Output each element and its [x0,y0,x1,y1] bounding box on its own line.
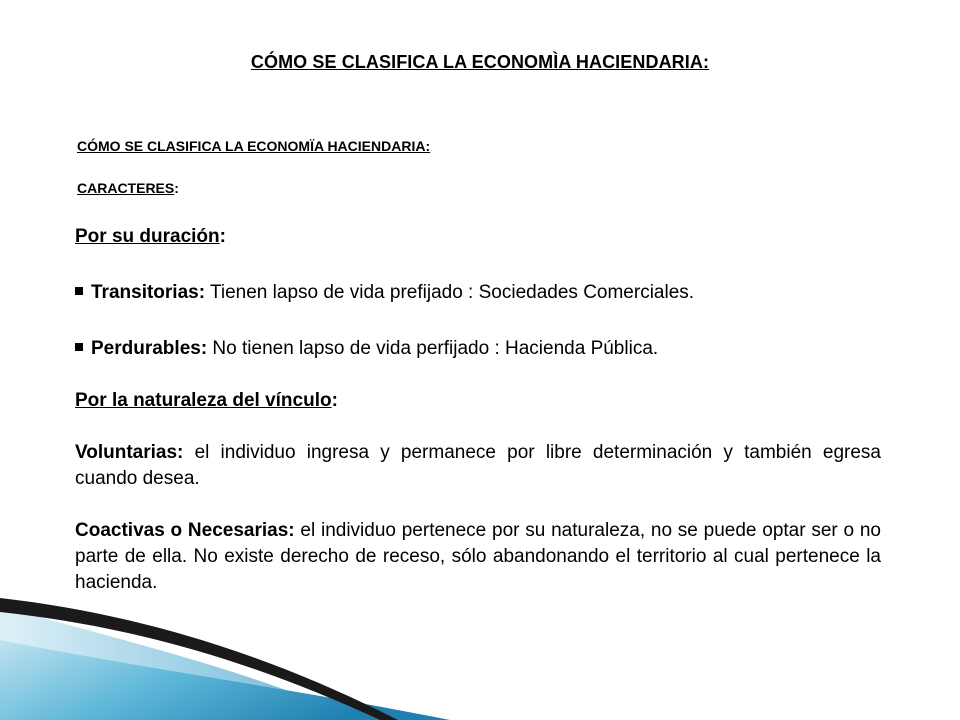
square-bullet-icon [75,287,83,295]
bullet-term: Transitorias: [91,282,206,303]
bullet-term: Perdurables: [91,338,208,359]
bullet-transitorias [75,280,881,306]
slide-title: CÓMO SE CLASIFICA LA ECONOMÌA HACIENDARIA: [250,52,710,72]
square-bullet-icon [75,343,83,351]
bullet-transitorias-body [91,280,694,306]
slide-content [75,224,881,596]
bullet-text: Tienen lapso de vida prefijado : Sociedades Comerciales. [205,282,695,303]
duracion-heading-colon: : [219,226,226,247]
caracteres-colon: : [174,180,179,196]
coactivas-text: el individuo pertenece por su naturaleza, no se puede optar ser o no parte de ella. No existe derecho de receso, sólo abandonando el territorio al cual pertenece la hacienda. [75,520,882,593]
vinculo-heading-colon: : [331,390,338,411]
bullet-perdurables-body [91,336,658,362]
bullet-perdurables [75,336,881,362]
caracteres-text: CARACTERES [77,180,175,196]
voluntarias-term: Voluntarias: [75,442,184,463]
vinculo-heading [75,388,881,414]
wave-blue-band [0,640,450,720]
vinculo-heading-text: Por la naturaleza del vínculo [75,390,332,411]
duracion-heading-text: Por su duración [75,226,220,247]
bullet-text: No tienen lapso de vida perfijado : Hacienda Pública. [207,338,659,359]
coactivas-paragraph [75,518,881,596]
coactivas-term: Coactivas o Necesarias: [75,520,295,541]
voluntarias-text: el individuo ingresa y permanece por libre determinación y también egresa cuando desea. [75,442,881,489]
voluntarias-paragraph [75,440,881,492]
wave-dark-stroke [0,598,398,720]
slide-subtitle: CÓMO SE CLASIFICA LA ECONOMÏA HACIENDARIA: [77,138,431,154]
caracteres-label [77,180,179,196]
wave-light-band [0,606,360,720]
duracion-heading [75,224,881,250]
